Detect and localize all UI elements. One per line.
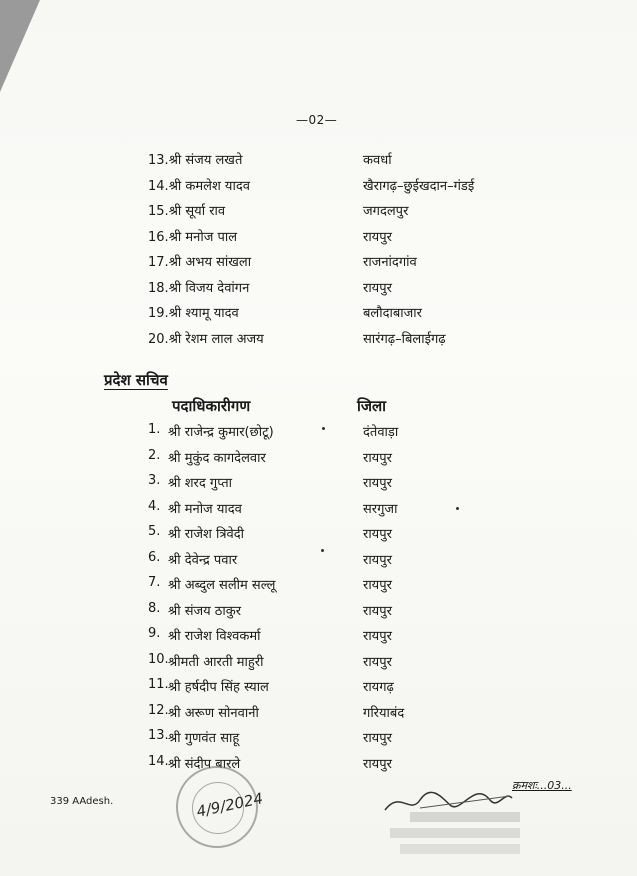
row-number: 9. [148,626,161,641]
speck [321,549,324,552]
seal-date: 4/9/2024 [194,789,265,821]
district-name: रायपुर [363,450,392,466]
row-number: 13. [148,728,169,743]
district-name: रायपुर [363,603,392,619]
district-name: सारंगढ़–बिलाईगढ़ [363,331,446,347]
district-name: रायपुर [363,527,392,542]
member-name: श्रीमती आरती माहुरी [168,654,264,670]
member-name: श्री मनोज यादव [168,501,242,517]
district-name: रायपुर [363,552,392,568]
row-number: 17. [148,255,169,270]
row-number: 3. [148,473,161,488]
district-name: कवर्धा [363,153,392,168]
district-name: जगदलपुर [363,204,409,219]
member-name: श्री अरूण सोनवानी [168,705,259,721]
speck [322,427,325,430]
member-name: श्री संदीप बारले [168,756,241,772]
member-name: श्री संजय ठाकुर [168,603,242,619]
member-name: श्री सूर्या राव [168,204,226,219]
district-name: रायपुर [363,731,392,746]
name-cell [148,227,237,245]
member-name: श्री देवेन्द्र पवार [168,552,238,568]
reference-number: 339 AAdesh. [50,796,114,807]
member-name: श्री श्यामू यादव [168,306,239,321]
column-header-office: पदाधिकारीगण [172,397,251,415]
row-number: 14. [148,753,169,769]
member-name: श्री संजय लखते [168,153,243,168]
district-name: सरगुजा [363,501,398,517]
row-number: 10. [148,651,169,667]
district-name: रायपुर [363,629,392,644]
district-name: रायपुर [363,280,392,296]
name-cell [148,278,249,296]
district-name: बलौदाबाजार [363,306,422,321]
page-number: —02— [296,113,338,127]
folded-corner [0,0,40,92]
name-cell [148,150,242,168]
member-name: श्री अब्दुल सलीम सल्लू [168,578,276,593]
member-name: श्री गुणवंत साहू [168,731,240,746]
district-name: रायपुर [363,756,392,772]
district-name: रायपुर [363,229,392,245]
name-cell [148,303,239,321]
member-name: श्री राजेन्द्र कुमार(छोटू) [168,425,274,440]
district-name: रायगढ़ [363,680,394,695]
district-name: रायपुर [363,578,392,593]
district-name: गरियाबंद [363,705,405,721]
member-name: श्री मनोज पाल [168,229,238,245]
continued-marker: क्रमशः...03... [512,779,572,792]
row-number: 12. [148,702,169,718]
row-number: 19. [148,306,169,321]
row-number: 4. [148,498,161,514]
name-cell [148,252,251,270]
member-name: श्री शरद गुप्ता [168,476,232,491]
member-name: श्री राजेश विश्वकर्मा [168,629,261,644]
district-name: खैरागढ़–छुईखदान–गंडई [363,178,475,194]
row-number: 8. [148,600,161,616]
row-number: 5. [148,524,161,539]
row-number: 6. [148,549,161,565]
section-heading: प्रदेश सचिव [104,371,168,389]
district-name: दंतेवाड़ा [363,425,399,440]
name-cell [148,329,264,347]
district-name: राजनांदगांव [363,255,417,270]
name-cell [148,201,225,219]
row-number: 18. [148,280,169,296]
row-number: 11. [148,677,169,692]
column-header-district: जिला [357,397,387,415]
row-number: 13. [148,153,169,168]
speck [456,507,459,510]
row-number: 20. [148,331,169,347]
row-number: 15. [148,204,169,219]
name-cell [148,176,250,194]
row-number: 2. [148,447,161,463]
member-name: श्री अभय सांखला [168,255,252,270]
district-name: रायपुर [363,476,392,491]
member-name: श्री राजेश त्रिवेदी [168,527,245,542]
member-name: श्री विजय देवांगन [168,280,250,296]
member-name: श्री मुकुंद कागदेलवार [168,450,266,466]
row-number: 1. [148,422,161,437]
row-number: 14. [148,178,169,194]
row-number: 16. [148,229,169,245]
district-name: रायपुर [363,654,392,670]
row-number: 7. [148,575,161,590]
member-name: श्री रेशम लाल अजय [168,331,264,347]
member-name: श्री कमलेश यादव [168,178,250,194]
member-name: श्री हर्षदीप सिंह स्याल [168,680,269,695]
